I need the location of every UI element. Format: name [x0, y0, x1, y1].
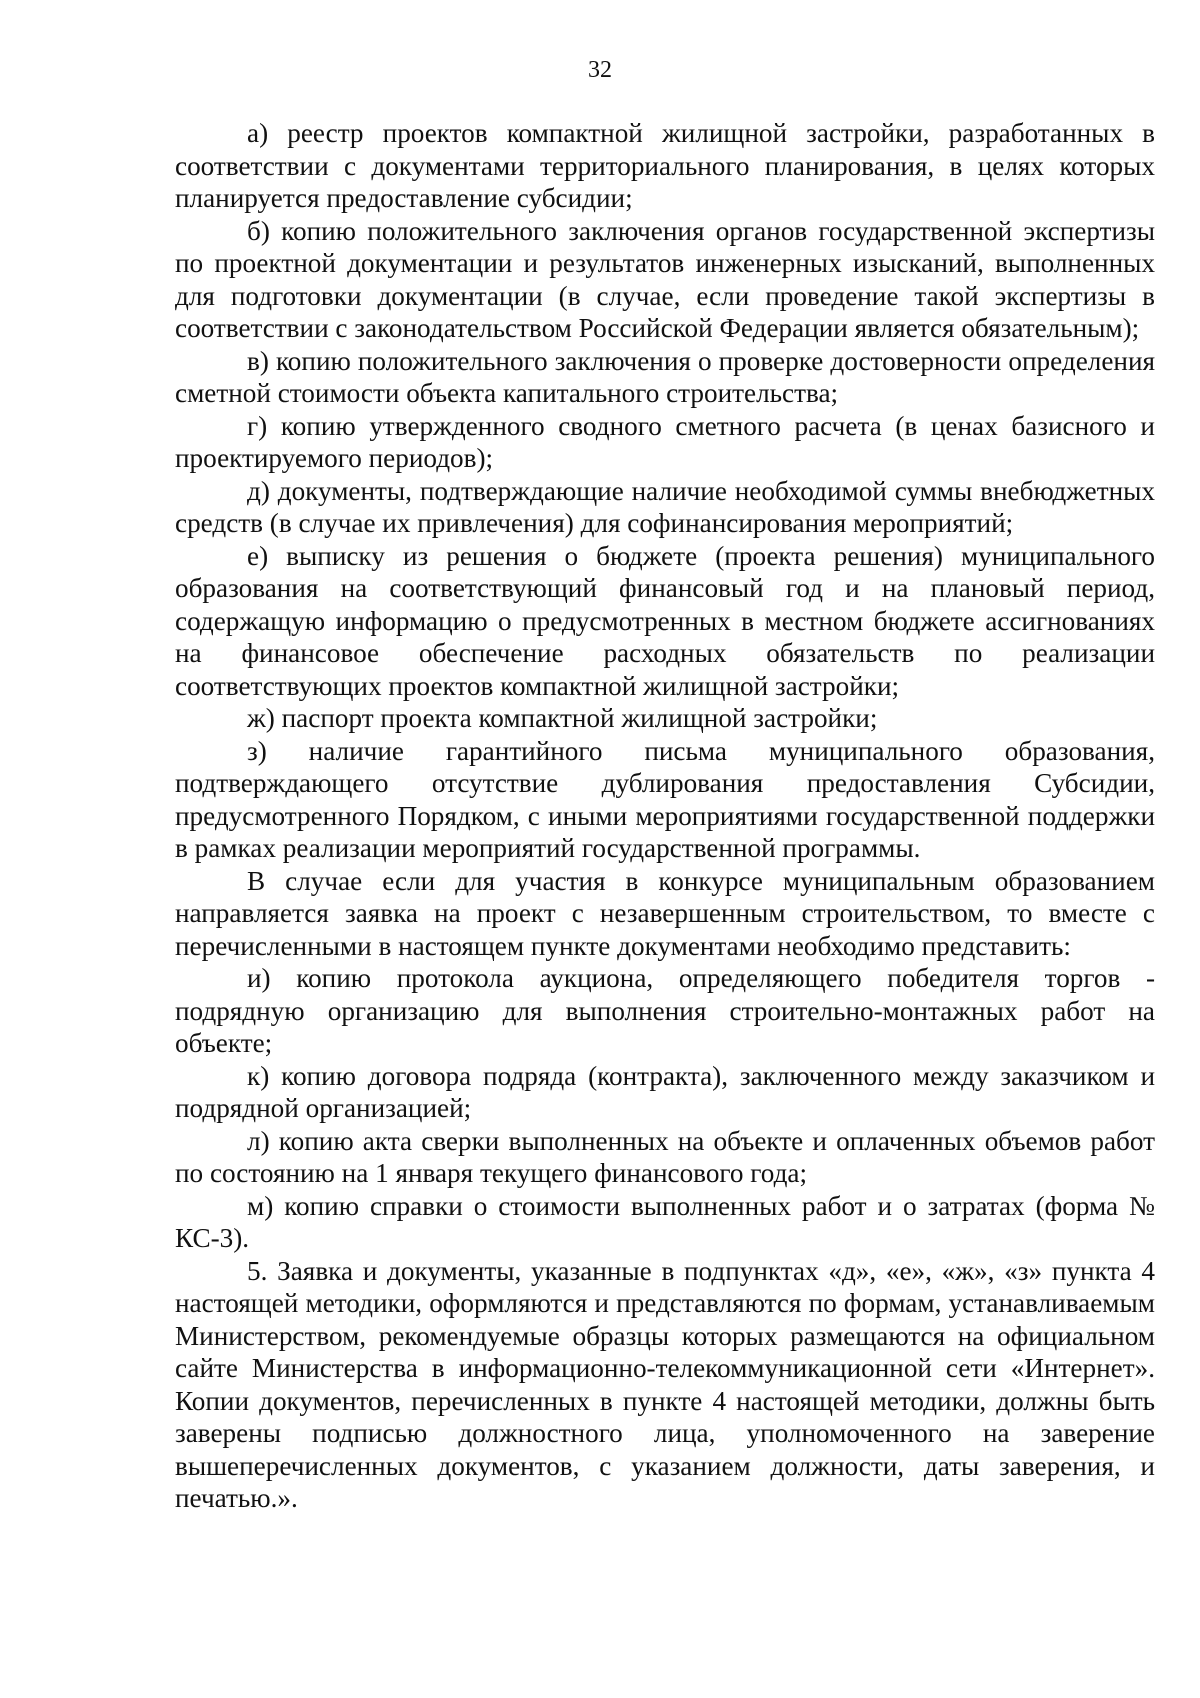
- paragraph-section-5: 5. Заявка и документы, указанные в подпунктах «д», «е», «ж», «з» пункта 4 настоящей методики, оформляются и представляются по формам, устанавливаемым Министерством, рекомендуемые образцы которых размещаются на официальном сайте Министерства в информационно-телекоммуникационной сети «Интернет». Копии документов, перечисленных в пункте 4 настоящей методики, должны быть заверены подписью должностного лица, уполномоченного на заверение вышеперечисленных документов, с указанием должности, даты заверения, и печатью.».: [175, 1255, 1155, 1513]
- paragraph-item-d: д) документы, подтверждающие наличие необходимой суммы внебюджетных средств (в случае их привлечения) для софинансирования мероприятий;: [175, 475, 1155, 538]
- paragraph-item-zh: ж) паспорт проекта компактной жилищной застройки;: [247, 703, 878, 733]
- page-number: 32: [588, 57, 612, 83]
- paragraph-item-a: а) реестр проектов компактной жилищной застройки, разработанных в соответствии с документами территориального планирования, в целях которых планируется предоставление субсидии;: [175, 118, 1155, 213]
- paragraph-item-i: и) копию протокола аукциона, определяющего победителя торгов - подрядную организацию для выполнения строительно-монтажных работ на объекте;: [175, 963, 1155, 1058]
- paragraph-item-k: к) копию договора подряда (контракта), заключенного между заказчиком и подрядной организацией;: [175, 1060, 1155, 1123]
- paragraph-item-m: м) копию справки о стоимости выполненных работ и о затратах (форма № КС-3).: [175, 1190, 1155, 1253]
- paragraph-item-e: е) выписку из решения о бюджете (проекта решения) муниципального образования на соответствующий финансовый год и на плановый период, содержащую информацию о предусмотренных в местном бюджете ассигнованиях на финансовое обеспечение расходных обязательств по реализации соответствующих проектов компактной жилищной застройки;: [175, 540, 1155, 701]
- paragraph-item-l: л) копию акта сверки выполненных на объекте и оплаченных объемов работ по состоянию на 1 января текущего финансового года;: [175, 1125, 1155, 1188]
- paragraph-item-b: б) копию положительного заключения органов государственной экспертизы по проектной документации и результатов инженерных изысканий, выполненных для подготовки документации (в случае, если проведение такой экспертизы в соответствии с законодательством Российской Федерации является обязательным);: [175, 215, 1155, 343]
- paragraph-unfinished-construction: В случае если для участия в конкурсе муниципальным образованием направляется заявка на проект с незавершенным строительством, то вместе с перечисленными в настоящем пункте документами необходимо представить:: [175, 865, 1155, 961]
- paragraph-item-g: г) копию утвержденного сводного сметного расчета (в ценах базисного и проектируемого периодов);: [175, 410, 1155, 473]
- document-body: [175, 117, 1155, 1515]
- paragraph-item-v: в) копию положительного заключения о проверке достоверности определения сметной стоимости объекта капитального строительства;: [175, 345, 1155, 408]
- paragraph-item-z: з) наличие гарантийного письма муниципального образования, подтверждающего отсутствие дублирования предоставления Субсидии, предусмотренного Порядком, с иными мероприятиями государственной поддержки в рамках реализации мероприятий государственной программы.: [175, 735, 1155, 863]
